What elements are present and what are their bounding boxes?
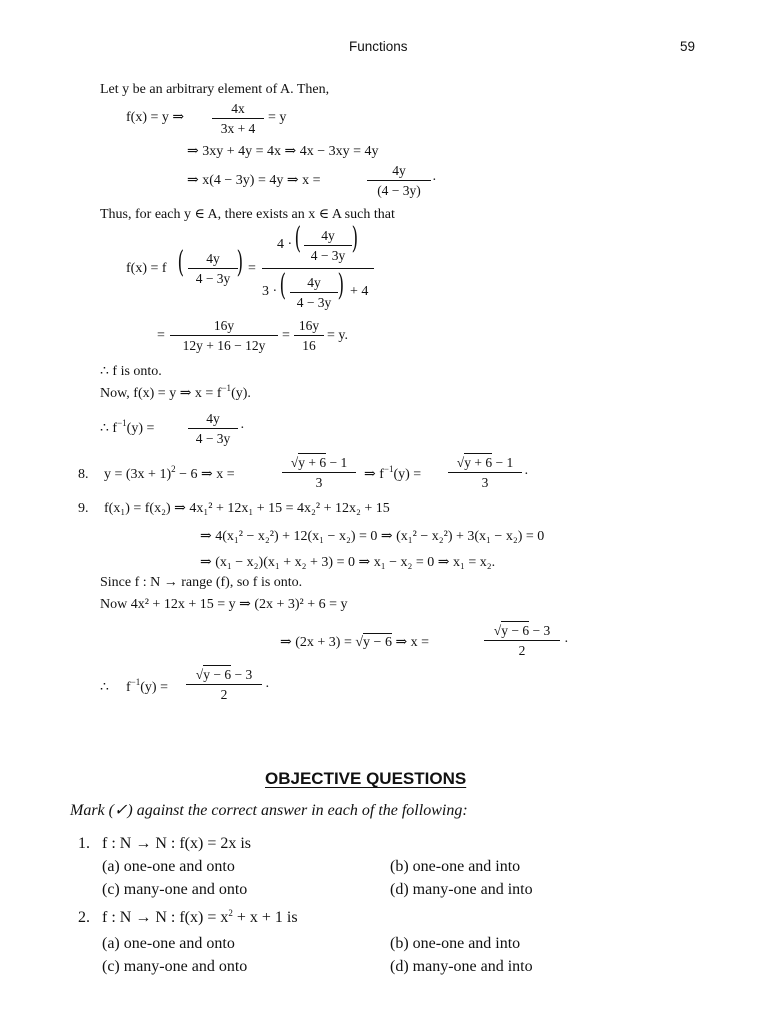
question-number: 2.: [78, 909, 90, 926]
stem-sup: 2: [228, 908, 233, 918]
eq8-sup: 2: [171, 464, 176, 474]
radicand: y − 6: [203, 667, 232, 682]
inverse-sup: −1: [383, 464, 394, 474]
fraction-sqrt-9b: [186, 668, 262, 701]
eq9-line3: ⇒ (x₁ − x₂)(x₁ + x₂ + 3) = 0 ⇒ x₁ − x₂ = 0 ⇒ x₁ = x₂.: [200, 555, 496, 570]
sqrt-eq-text-b: ⇒ x =: [395, 635, 430, 650]
paren-open: (: [279, 268, 287, 303]
minus-three: − 3: [529, 623, 551, 638]
fraction-numerator: 4x: [212, 102, 264, 119]
option-d[interactable]: (d) many-one and into: [390, 958, 533, 975]
fraction-numerator: 16y: [170, 319, 278, 336]
fraction-denominator: 4 − 3y: [195, 430, 231, 446]
fraction-inner: [188, 252, 238, 285]
paren-open: (: [294, 221, 302, 256]
fraction-sqrt-8b: [448, 456, 522, 489]
running-head-title: Functions: [349, 39, 408, 54]
fraction-denominator: 4 − 3y: [195, 270, 231, 286]
fraction-denominator: 4 − 3y: [310, 247, 346, 263]
stem-text: f : N → N : f(x) = x: [102, 909, 229, 926]
fraction-4y-paren: [367, 164, 431, 197]
eq9-line2: ⇒ 4(x₁² − x₂²) + 12(x₁ − x₂) = 0 ⇒ (x₁² − x₂²) + 3(x₁ − x₂) = 0: [200, 529, 545, 544]
item-number-9: 9.: [78, 501, 89, 516]
eq-sign: =: [157, 328, 165, 343]
fraction-4x: [212, 102, 264, 135]
fraction-numerator: 4y: [304, 229, 352, 246]
eq8-text-b: − 6 ⇒ x =: [175, 467, 235, 482]
therefore-symbol: ∴: [100, 680, 109, 695]
minus-three: − 3: [231, 667, 253, 682]
fraction-sqrt-8a: [282, 456, 356, 489]
fraction-numerator: 4y: [290, 276, 338, 293]
eq8-finv-text: ⇒ f: [364, 467, 384, 482]
three-dot: 3 ·: [262, 284, 278, 299]
inverse-label-end: (y) =: [126, 421, 155, 436]
final-dot: ·: [265, 680, 270, 695]
eq-y-period: = y.: [327, 328, 348, 343]
fraction-16y-16: [294, 319, 324, 352]
radicand: y + 6: [298, 455, 327, 470]
sqrt-eq-dot: ·: [564, 635, 569, 650]
radicand: y − 6: [363, 635, 392, 650]
inverse-label-text: ∴ f: [100, 421, 118, 436]
fraction-denominator: 3x + 4: [220, 120, 256, 136]
inverse-dot: ·: [240, 421, 245, 436]
fraction-den-inner: [290, 276, 338, 309]
inverse-formula-label: [100, 418, 155, 436]
sqrt-eq-text: ⇒ (2x + 3) =: [280, 635, 352, 650]
fraction-denominator: 12y + 16 − 12y: [182, 337, 266, 353]
eq9-line1: f(x₁) = f(x₂) ⇒ 4x₁² + 12x₁ + 15 = 4x₂² + 12x₂ + 15: [104, 501, 390, 516]
eq3: ⇒ x(4 − 3y) = 4y ⇒ x =: [187, 173, 321, 188]
fraction-denominator: 2: [518, 642, 526, 658]
paren-close: ): [337, 268, 345, 303]
finv-f: f: [126, 680, 131, 695]
fraction-sqrt-9a: [484, 624, 560, 657]
eq2: ⇒ 3xy + 4y = 4x ⇒ 4x − 3xy = 4y: [187, 144, 379, 159]
eq1-rhs: = y: [268, 110, 287, 125]
now-inverse-end: (y).: [231, 386, 251, 401]
sqrt-equation: ⇒ (2x + 3) = √y − 6 ⇒ x =: [280, 635, 430, 650]
fraction-numerator: 4y: [188, 412, 238, 429]
finv-end: (y) =: [140, 680, 168, 695]
now-inverse: [100, 383, 251, 401]
eq1-lhs: f(x) = y ⇒: [126, 110, 185, 125]
fraction-numerator: 4y: [367, 164, 431, 181]
option-b[interactable]: (b) one-one and into: [390, 858, 521, 875]
eq8-finv: [364, 464, 422, 482]
inverse-sup: −1: [221, 383, 232, 393]
fraction-16y: [170, 319, 278, 352]
fraction-num-inner: [304, 229, 352, 262]
question-number: 1.: [78, 835, 90, 852]
onto-conclusion: ∴ f is onto.: [100, 364, 162, 379]
eq3-dot: ·: [432, 173, 437, 188]
fraction-numerator: 16y: [294, 319, 324, 336]
fraction-denominator: 2: [220, 686, 228, 702]
paren-open: (: [177, 245, 185, 280]
inverse-sup: −1: [130, 677, 141, 687]
eq8-text: y = (3x + 1): [104, 467, 172, 482]
fraction-denominator: 4 − 3y: [296, 294, 332, 310]
option-a[interactable]: (a) one-one and onto: [102, 935, 235, 952]
minus-one: − 1: [326, 455, 348, 470]
radicand: y + 6: [464, 455, 493, 470]
solution-intro: Let y be an arbitrary element of A. Then,: [100, 82, 330, 97]
minus-one: − 1: [492, 455, 514, 470]
fx-f: f(x) = f: [126, 261, 167, 276]
fraction-numerator: √y + 6 − 1: [282, 456, 356, 473]
fraction-numerator: √y − 6 − 3: [186, 668, 262, 685]
radicand: y − 6: [501, 623, 530, 638]
fraction-inverse: [188, 412, 238, 445]
question-stem: [102, 910, 298, 926]
option-c[interactable]: (c) many-one and onto: [102, 881, 248, 898]
option-d[interactable]: (d) many-one and into: [390, 881, 533, 898]
final-inverse-label: [126, 677, 168, 695]
eq8-lhs: [104, 464, 235, 482]
fraction-numerator: 4y: [188, 252, 238, 269]
option-c[interactable]: (c) many-one and onto: [102, 958, 248, 975]
fraction-numerator: √y + 6 − 1: [448, 456, 522, 473]
stem-text-end: + x + 1 is: [232, 909, 298, 926]
eq-sign: =: [248, 261, 256, 276]
instruction: Mark (✓) against the correct answer in each of the following:: [70, 802, 468, 819]
section-title: OBJECTIVE QUESTIONS: [265, 769, 467, 788]
fraction-denominator: 16: [302, 337, 316, 353]
four-dot: 4 ·: [277, 237, 293, 252]
inverse-sup: −1: [117, 418, 127, 428]
item-number-8: 8.: [78, 467, 89, 482]
since-statement: Since f : N → range (f), so f is onto.: [100, 575, 303, 590]
fraction-denominator: (4 − 3y): [377, 182, 421, 198]
eq8-finv-end: (y) =: [393, 467, 422, 482]
paren-close: ): [351, 221, 359, 256]
option-a[interactable]: (a) one-one and onto: [102, 858, 235, 875]
thus-statement: Thus, for each y ∈ A, there exists an x ∈ A such that: [100, 207, 395, 222]
plus-four: + 4: [350, 284, 369, 299]
fraction-denominator: 3: [315, 474, 323, 490]
fraction-numerator: √y − 6 − 3: [484, 624, 560, 641]
option-b[interactable]: (b) one-one and into: [390, 935, 521, 952]
now-inverse-text: Now, f(x) = y ⇒ x = f: [100, 386, 222, 401]
eq-sign: =: [282, 328, 290, 343]
page-number: 59: [680, 39, 696, 54]
paren-close: ): [236, 245, 244, 280]
eq8-dot: ·: [524, 467, 529, 482]
question-stem: f : N → N : f(x) = 2x is: [102, 835, 252, 852]
now-equation: Now 4x² + 12x + 15 = y ⇒ (2x + 3)² + 6 = y: [100, 597, 348, 612]
fraction-denominator: 3: [481, 474, 489, 490]
